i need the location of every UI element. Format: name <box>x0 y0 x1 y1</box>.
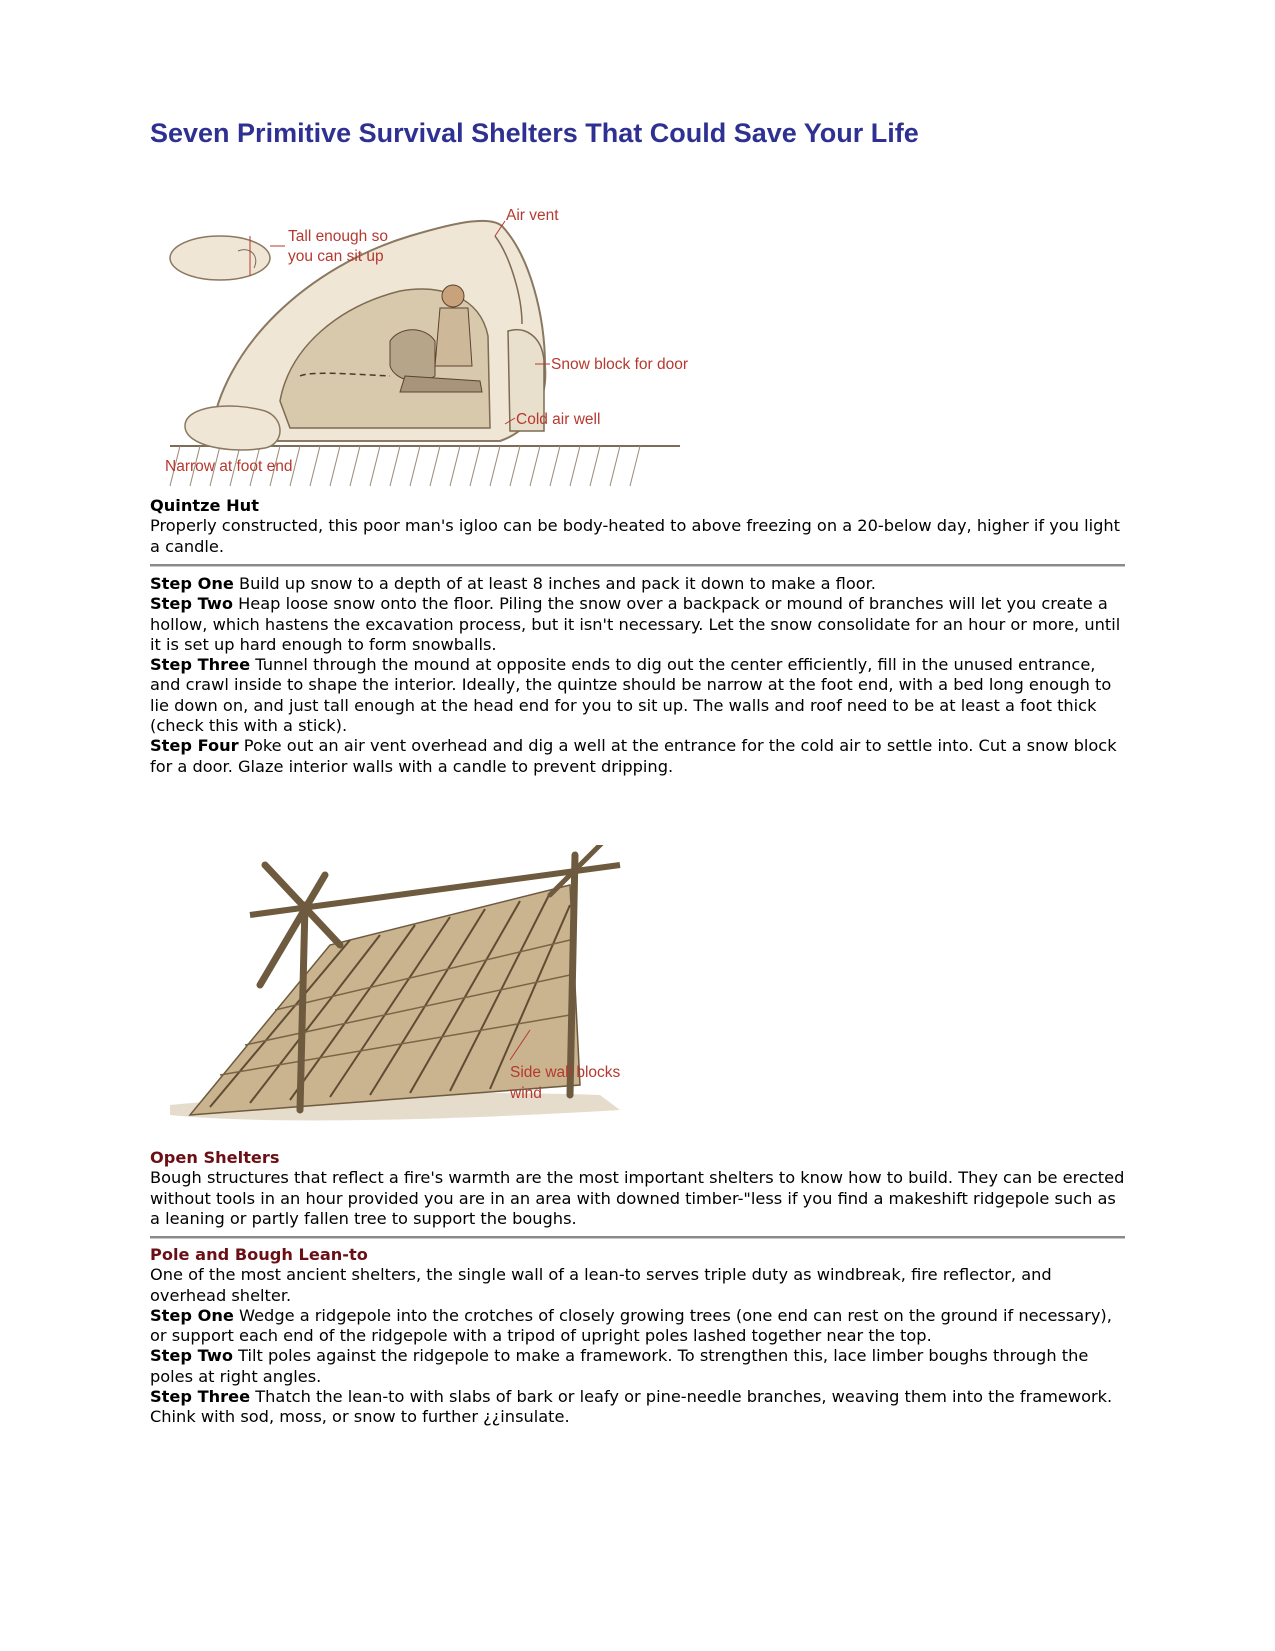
open-shelters-section <box>150 1148 1125 1229</box>
quintze-hut-illustration <box>150 196 740 508</box>
label-narrow-foot: Narrow at foot end <box>165 458 293 475</box>
quintze-steps <box>150 574 1125 777</box>
quintze-heading: Quintze Hut <box>150 496 259 515</box>
quintze-step-3: Step Three Tunnel through the mound at opposite ends to dig out the center efficiently, fill in the unused entrance, and crawl inside to shape the interior. Ideally, the quintze should be narrow at the foot end, with a bed long enough to lie down on, and just tall enough at the head end for you to sit up. The walls and roof need to be at least a foot thick (check this with a stick). <box>150 655 1112 736</box>
label-air-vent: Air vent <box>506 207 559 224</box>
open-shelters-text: Bough structures that reflect a fire's warmth are the most important shelters to know how to build. They can be erected without tools in an hour provided you are in an area with downed timber-"less if you find a makeshift ridgepole such as a leaning or partly fallen tree to support the boughs. <box>150 1168 1125 1228</box>
lean-to-intro: One of the most ancient shelters, the single wall of a lean-to serves triple duty as windbreak, fire reflector, and overhead shelter. <box>150 1265 1052 1305</box>
label-tall-line1: Tall enough so <box>288 228 388 245</box>
quintze-intro-section <box>150 496 1125 557</box>
lean-to-section <box>150 1245 1125 1428</box>
section-divider <box>150 1236 1125 1239</box>
quintze-step-2: Step Two Heap loose snow onto the floor. Piling the snow over a backpack or mound of branches will let you create a hollow, which hastens the excavation process, but it isn't necessary. Let the snow consolidate for an hour or more, until it is set up hard enough to form snowballs. <box>150 594 1121 654</box>
section-divider <box>150 564 1125 567</box>
page-title: Seven Primitive Survival Shelters That Could Save Your Life <box>150 118 919 148</box>
quintze-step-1: Step One Build up snow to a depth of at least 8 inches and pack it down to make a floor. <box>150 574 876 593</box>
lean-to-step-2: Step Two Tilt poles against the ridgepole to make a framework. To strengthen this, lace limber boughs through the poles at right angles. <box>150 1346 1089 1386</box>
open-shelters-heading: Open Shelters <box>150 1148 280 1167</box>
label-side-wall-line1: Side wall blocks <box>510 1064 621 1081</box>
label-cold-air-well: Cold air well <box>516 411 601 428</box>
lean-to-step-1: Step One Wedge a ridgepole into the crotches of closely growing trees (one end can rest on the ground if necessary), or support each end of the ridgepole with a tripod of upright poles lashed together near the top. <box>150 1305 1112 1346</box>
quintze-intro: Properly constructed, this poor man's igloo can be body-heated to above freezing on a 20-below day, higher if you light a candle. <box>150 516 1120 556</box>
lean-to-heading: Pole and Bough Lean-to <box>150 1245 368 1264</box>
label-side-wall-line2: wind <box>510 1085 542 1102</box>
lean-to-illustration <box>150 845 670 1175</box>
lean-to-step-3: Step Three Thatch the lean-to with slabs of bark or leafy or pine-needle branches, weaving them into the framework. Chink with sod, moss, or snow to further ¿¿insulate. <box>150 1387 1113 1427</box>
quintze-step-4: Step Four Poke out an air vent overhead and dig a well at the entrance for the cold air to settle into. Cut a snow block for a door. Glaze interior walls with a candle to prevent dripping. <box>150 736 1117 776</box>
label-snow-block: Snow block for door <box>551 356 688 373</box>
label-tall-line2: you can sit up <box>288 248 384 265</box>
